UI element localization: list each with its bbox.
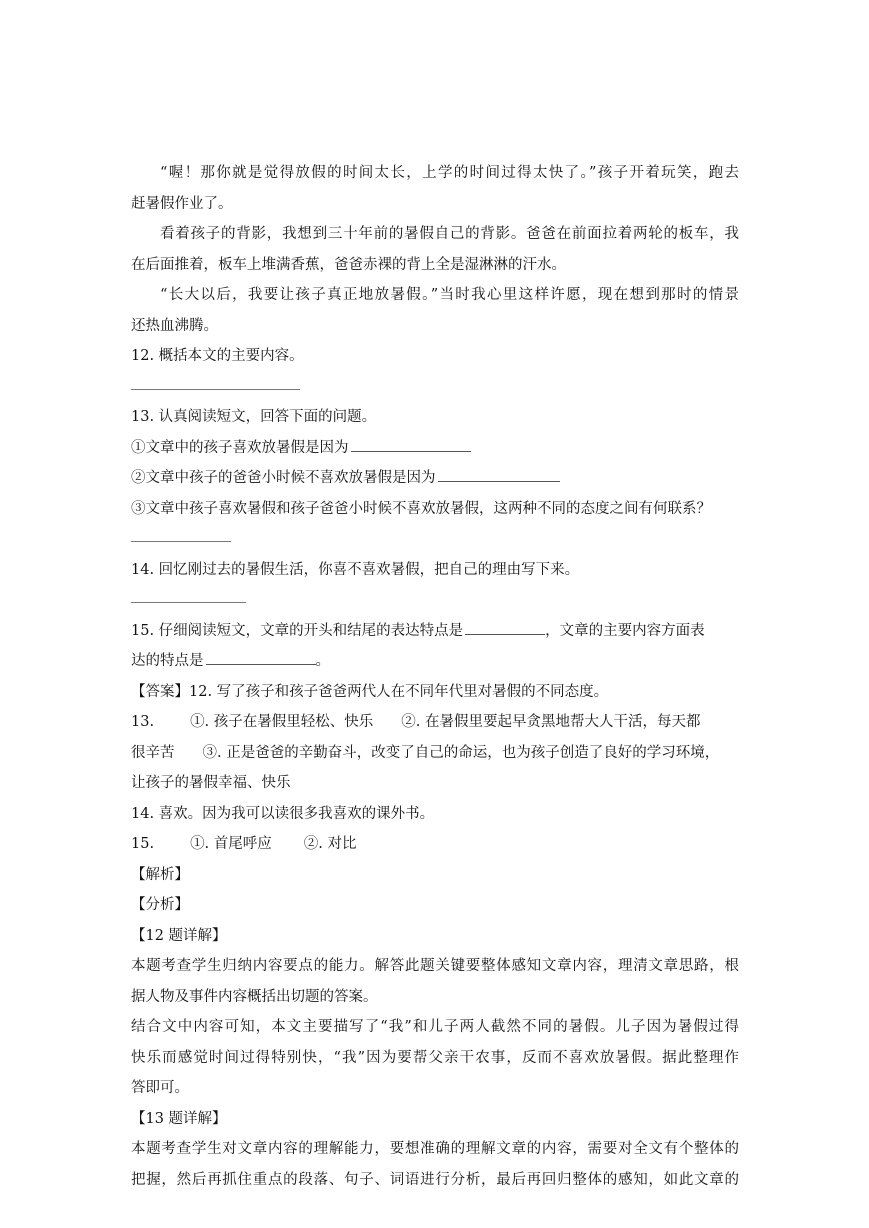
passage-line: 赶暑假作业了。 <box>131 195 233 212</box>
analysis-line: 本题考查学生对文章内容的理解能力，要想准确的理解文章的内容，需要对全文有个整体的 <box>131 1141 739 1157</box>
answer-13-number: 13. <box>131 714 155 730</box>
question-15-text-d: 。 <box>315 653 330 669</box>
question-13: 13. 认真阅读短文，回答下面的问题。 <box>131 409 377 425</box>
passage-line: 看着孩子的背影，我想到三十年前的暑假自己的背影。爸爸在前面拉着两轮的板车，我 <box>160 226 739 242</box>
answer-15-part-2: ②. 对比 <box>303 836 357 852</box>
question-13-part-2-text: ②文章中孩子的爸爸小时候不喜欢放暑假是因为 <box>131 470 436 486</box>
answer-13-part-1: ①. 孩子在暑假里轻松、快乐 <box>190 714 374 730</box>
fill-blank[interactable] <box>206 650 316 665</box>
passage-line: “长大以后，我要让孩子真正地放暑假。”当时我心里这样许愿，现在想到那时的情景 <box>160 287 739 303</box>
fill-blank[interactable] <box>465 620 545 635</box>
answer-area-12[interactable] <box>131 372 739 403</box>
answer-13-line: 让孩子的暑假幸福、快乐 <box>131 775 291 791</box>
question-13-part-1 <box>131 433 739 464</box>
analysis-line: 本题考查学生归纳内容要点的能力。解答此题关键要整体感知文章内容，理清文章思路，根 <box>131 958 739 974</box>
fenxi-heading: 【分析】 <box>131 897 189 913</box>
passage-line: 在后面推着，板车上堆满香蕉，爸爸赤裸的背上全是湿淋淋的汗水。 <box>131 256 566 273</box>
question-15-text-c: 达的特点是 <box>131 653 204 669</box>
answer-area-13[interactable] <box>131 524 739 555</box>
fill-blank[interactable] <box>351 437 471 452</box>
analysis-line: 答即可。 <box>131 1080 189 1096</box>
detail-heading-12: 【12 题详解】 <box>131 927 227 944</box>
question-12: 12. 概括本文的主要内容。 <box>131 348 304 364</box>
question-13-part-3: ③文章中孩子喜欢暑假和孩子爸爸小时候不喜欢放暑假，这两种不同的态度之间有何联系？ <box>131 500 711 517</box>
question-15-line-2 <box>131 646 739 677</box>
answer-13-part-2: ②. 在暑假里要起早贪黑地帮大人干活，每天都 <box>401 714 701 730</box>
answer-15-line <box>131 829 739 860</box>
answer-14: 14. 喜欢。因为我可以读很多我喜欢的课外书。 <box>131 805 435 822</box>
analysis-heading: 【解析】 <box>131 866 189 883</box>
answer-13-line <box>131 738 739 769</box>
question-15-text-a: 15. 仔细阅读短文，文章的开头和结尾的表达特点是 <box>131 622 464 639</box>
answer-13-part-3: ③. 正是爸爸的辛勤奋斗，改变了自己的命运，也为孩子创造了良好的学习环境， <box>202 744 720 761</box>
analysis-line: 据人物及事件内容概括出切题的答案。 <box>131 988 378 1005</box>
answer-label: 【答案】 <box>131 683 189 700</box>
analysis-line: 快乐而感觉时间过得特别快，“我”因为要帮父亲干农事，反而不喜欢放暑假。据此整理作 <box>131 1049 739 1066</box>
question-13-part-1-text: ①文章中的孩子喜欢放暑假是因为 <box>131 439 349 456</box>
detail-heading-13: 【13 题详解】 <box>131 1110 227 1127</box>
question-15-text-b: ，文章的主要内容方面表 <box>545 622 705 639</box>
answer-15-part-1: ①. 首尾呼应 <box>190 836 272 852</box>
passage-line: “喔！那你就是觉得放假的时间太长，上学的时间过得太快了。”孩子开着玩笑，跑去 <box>160 165 739 181</box>
answer-13-line <box>131 707 739 738</box>
answer-area-14[interactable] <box>131 585 739 616</box>
answer-13-part-2-cont: 很辛苦 <box>131 744 175 761</box>
analysis-line: 结合文中内容可知，本文主要描写了“我”和儿子两人截然不同的暑假。儿子因为暑假过得 <box>131 1019 739 1035</box>
analysis-line: 把握，然后再抓住重点的段落、句子、词语进行分析，最后再回归整体的感知，如此文章的 <box>131 1171 739 1188</box>
question-13-part-2 <box>131 463 739 494</box>
answer-15-number: 15. <box>131 836 155 852</box>
fill-blank[interactable] <box>438 467 560 482</box>
document-content <box>131 158 739 1195</box>
answer-12-line <box>131 677 739 708</box>
question-15-line-1 <box>131 616 739 647</box>
question-14: 14. 回忆刚过去的暑假生活，你喜不喜欢暑假，把自己的理由写下来。 <box>131 561 580 578</box>
passage-line: 还热血沸腾。 <box>131 317 218 334</box>
answer-12: 12. 写了孩子和孩子爸爸两代人在不同年代里对暑假的不同态度。 <box>189 683 609 700</box>
